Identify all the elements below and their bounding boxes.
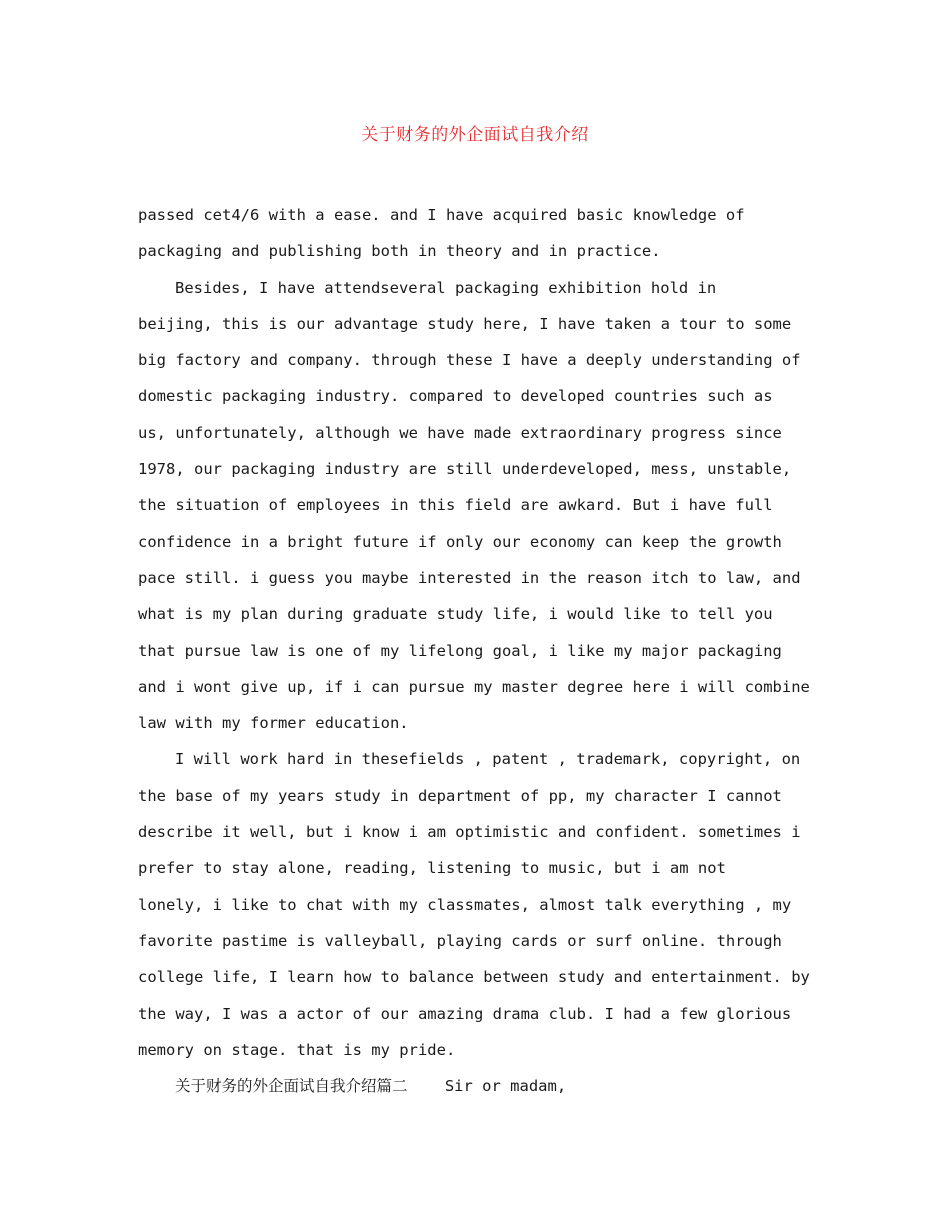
body-line: pace still. i guess you maybe interested in the reason itch to law, and [138,568,801,587]
body-line: the base of my years study in department of pp, my character I cannot [138,786,782,805]
body-line: describe it well, but i know i am optimistic and confident. sometimes i [138,823,801,842]
body-line: prefer to stay alone, reading, listening to music, but i am not [138,859,726,878]
body-line: domestic packaging industry. compared to developed countries such as [138,387,773,406]
body-line: the way, I was a actor of our amazing drama club. I had a few glorious [138,1004,792,1023]
body-line: memory on stage. that is my pride. [138,1040,456,1059]
body-line: big factory and company. through these I have a deeply understanding of [138,351,801,370]
paragraph-start-line: I will work hard in thesefields , patent , trademark, copyright, on [175,750,801,769]
salutation: Sir or madam, [444,1077,567,1096]
body-line: law with my former education. [138,714,409,733]
body-line: us, unfortunately, although we have made extraordinary progress since [138,423,782,442]
section-heading: 关于财务的外企面试自我介绍篇二 [175,1077,408,1096]
body-line: confidence in a bright future if only our economy can keep the growth [138,532,782,551]
body-line: college life, I learn how to balance between study and entertainment. by [138,968,810,987]
body-line: the situation of employees in this field are awkard. But i have full [138,496,773,515]
body-line: what is my plan during graduate study life, i would like to tell you [138,605,773,624]
body-line: packaging and publishing both in theory and in practice. [138,242,661,261]
body-line: beijing, this is our advantage study here, I have taken a tour to some [138,314,792,333]
body-line: favorite pastime is valleyball, playing cards or surf online. through [138,931,782,950]
document-body [138,197,818,1104]
body-line: 1978, our packaging industry are still underdeveloped, mess, unstable, [138,460,792,479]
body-line: passed cet4/6 with a ease. and I have acquired basic knowledge of [138,206,745,224]
body-line: that pursue law is one of my lifelong goal, i like my major packaging [138,641,782,660]
document-title: 关于财务的外企面试自我介绍 [361,125,589,145]
heading-gap [408,1077,445,1095]
body-line: and i wont give up, if i can pursue my master degree here i will combine [138,677,810,696]
body-line: lonely, i like to chat with my classmates, almost talk everything , my [138,895,792,914]
paragraph-start-line: Besides, I have attendseveral packaging exhibition hold in [175,278,717,297]
section-heading-line [138,1068,818,1104]
